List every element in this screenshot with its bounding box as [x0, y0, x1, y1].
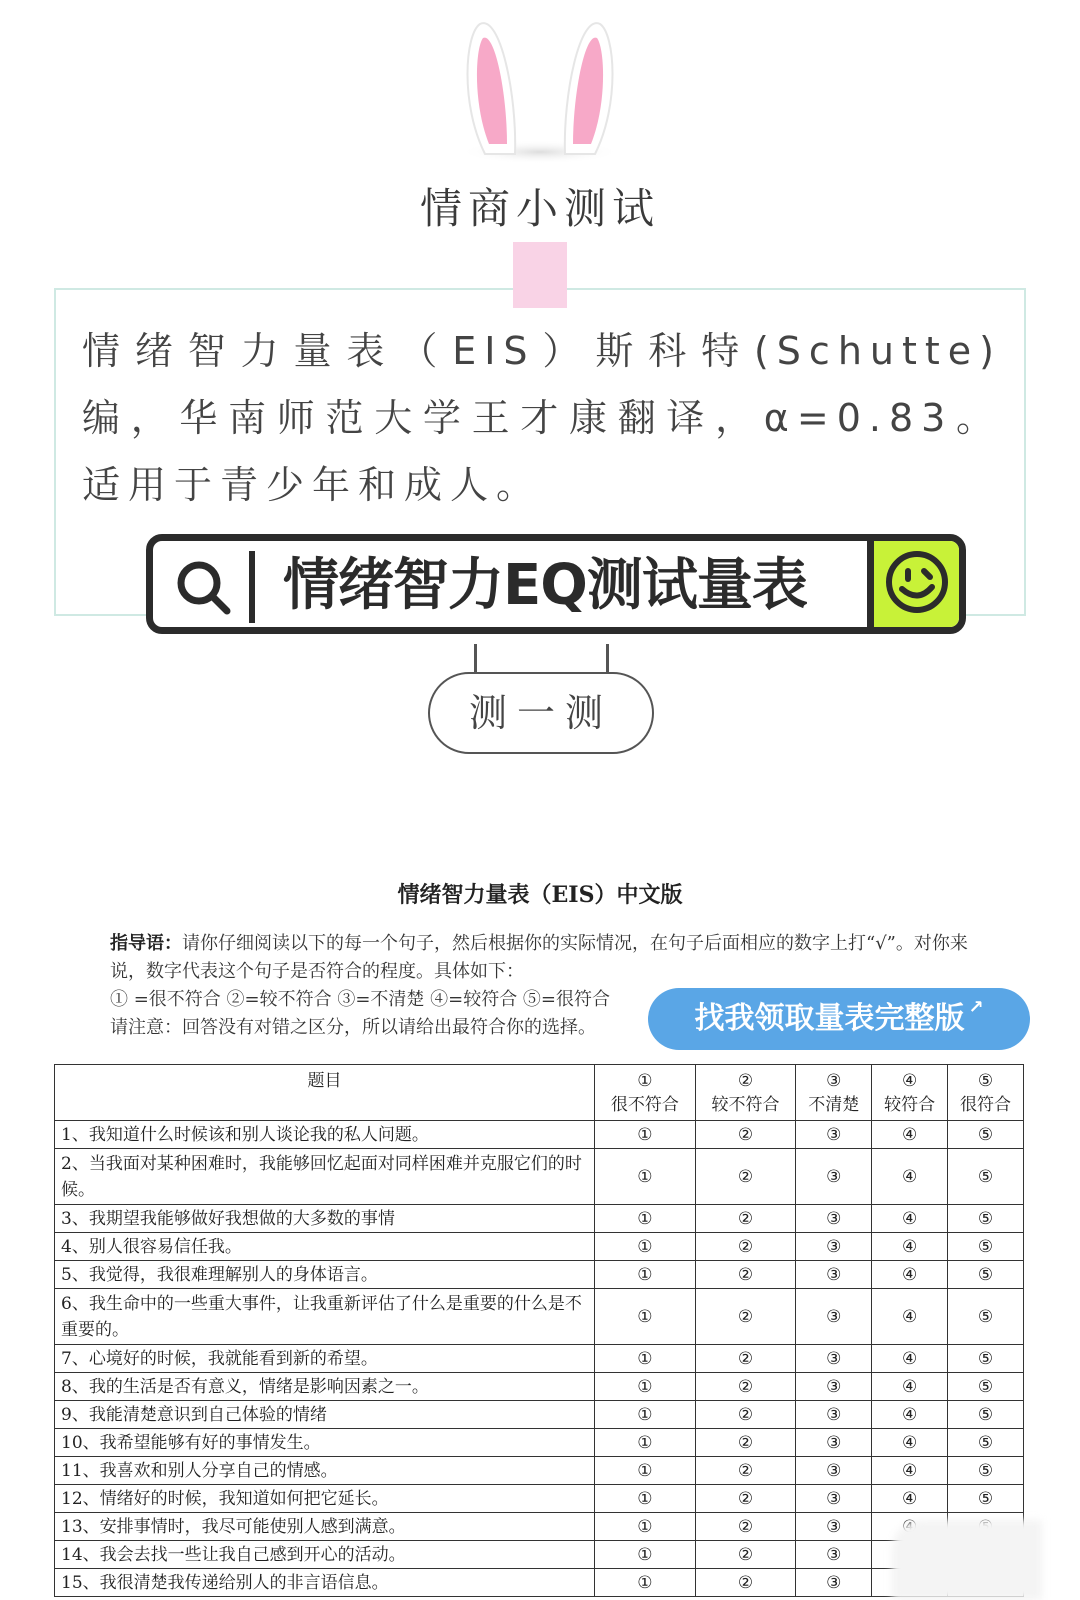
answer-option-2[interactable]: ②	[695, 1457, 796, 1485]
question-cell: 11、我喜欢和别人分享自己的情感。	[55, 1457, 595, 1485]
answer-option-1[interactable]: ①	[595, 1513, 696, 1541]
answer-option-4[interactable]: ④	[872, 1233, 948, 1261]
answer-option-1[interactable]: ①	[595, 1345, 696, 1373]
question-cell: 7、心境好的时候，我就能看到新的希望。	[55, 1345, 595, 1373]
answer-option-1[interactable]: ①	[595, 1485, 696, 1513]
question-cell: 4、别人很容易信任我。	[55, 1233, 595, 1261]
table-row	[55, 1513, 1024, 1541]
question-cell: 1、我知道什么时候该和别人谈论我的私人问题。	[55, 1121, 595, 1149]
answer-option-4[interactable]: ④	[872, 1205, 948, 1233]
answer-option-1[interactable]: ①	[595, 1149, 696, 1205]
answer-option-4[interactable]: ④	[872, 1401, 948, 1429]
answer-option-2[interactable]: ②	[695, 1345, 796, 1373]
answer-option-4[interactable]: ④	[872, 1429, 948, 1457]
table-row	[55, 1121, 1024, 1149]
answer-option-3[interactable]: ③	[796, 1569, 872, 1597]
option-label: 很符合	[960, 1095, 1012, 1115]
table-row	[55, 1569, 1024, 1597]
question-cell: 8、我的生活是否有意义，情绪是影响因素之一。	[55, 1373, 595, 1401]
search-bar[interactable]	[146, 534, 966, 634]
answer-option-2[interactable]: ②	[695, 1541, 796, 1569]
answer-option-2[interactable]: ②	[695, 1513, 796, 1541]
answer-option-5[interactable]: ⑤	[948, 1485, 1024, 1513]
answer-option-3[interactable]: ③	[796, 1485, 872, 1513]
answer-option-3[interactable]: ③	[796, 1541, 872, 1569]
answer-option-4[interactable]: ④	[872, 1485, 948, 1513]
answer-option-2[interactable]: ②	[695, 1289, 796, 1345]
connector-line-right	[606, 644, 609, 674]
answer-option-3[interactable]: ③	[796, 1373, 872, 1401]
option-num: ⑤	[977, 1071, 994, 1091]
option-header	[872, 1065, 948, 1121]
instructions-paragraph	[110, 930, 1000, 986]
smiley-icon	[882, 547, 952, 617]
answer-option-3[interactable]: ③	[796, 1149, 872, 1205]
instructions-text: 请你仔细阅读以下的每一个句子，然后根据你的实际情况，在句子后面相应的数字上打“√”。对你来说，数字代表这个句子是否符合的程度。具体如下：	[110, 933, 968, 982]
answer-option-5[interactable]: ⑤	[948, 1233, 1024, 1261]
answer-option-1[interactable]: ①	[595, 1457, 696, 1485]
answer-option-4[interactable]: ④	[872, 1289, 948, 1345]
answer-option-3[interactable]: ③	[796, 1121, 872, 1149]
answer-option-1[interactable]: ①	[595, 1261, 696, 1289]
answer-option-5[interactable]: ⑤	[948, 1457, 1024, 1485]
table-row	[55, 1485, 1024, 1513]
table-row	[55, 1205, 1024, 1233]
blur-overlay	[892, 1520, 1042, 1600]
option-header	[796, 1065, 872, 1121]
pink-accent-block	[513, 242, 567, 308]
intro-text: 情绪智力量表（EIS）斯科特(Schutte)编，华南师范大学王才康翻译，α=0.83。适用于青少年和成人。	[82, 329, 1002, 507]
table-row	[55, 1429, 1024, 1457]
question-cell: 14、我会去找一些让我自己感到开心的活动。	[55, 1541, 595, 1569]
option-num: ①	[637, 1071, 653, 1091]
question-cell: 3、我期望我能够做好我想做的大多数的事情	[55, 1205, 595, 1233]
answer-option-3[interactable]: ③	[796, 1513, 872, 1541]
bunny-ears-icon	[455, 14, 625, 164]
option-num: ②	[737, 1071, 754, 1091]
search-divider	[249, 551, 255, 623]
answer-option-5[interactable]: ⑤	[948, 1289, 1024, 1345]
table-row	[55, 1541, 1024, 1569]
option-header	[948, 1065, 1024, 1121]
table-row	[55, 1289, 1024, 1345]
answer-option-5[interactable]: ⑤	[948, 1261, 1024, 1289]
option-header	[695, 1065, 796, 1121]
answer-option-2[interactable]: ②	[695, 1485, 796, 1513]
question-cell: 6、我生命中的一些重大事件，让我重新评估了什么是重要的什么是不重要的。	[55, 1289, 595, 1345]
answer-option-3[interactable]: ③	[796, 1261, 872, 1289]
question-cell: 15、我很清楚我传递给别人的非言语信息。	[55, 1569, 595, 1597]
answer-option-5[interactable]: ⑤	[948, 1121, 1024, 1149]
answer-option-4[interactable]: ④	[872, 1149, 948, 1205]
table-row	[55, 1233, 1024, 1261]
scale-table	[54, 1064, 1024, 1597]
answer-option-5[interactable]: ⑤	[948, 1373, 1024, 1401]
answer-option-4[interactable]: ④	[872, 1373, 948, 1401]
answer-option-2[interactable]: ②	[695, 1121, 796, 1149]
answer-option-2[interactable]: ②	[695, 1233, 796, 1261]
document-title: 情绪智力量表（EIS）中文版	[397, 882, 683, 908]
table-row	[55, 1457, 1024, 1485]
table-row	[55, 1261, 1024, 1289]
get-full-scale-button[interactable]	[648, 988, 1030, 1050]
answer-option-3[interactable]: ③	[796, 1205, 872, 1233]
answer-option-4[interactable]: ④	[872, 1345, 948, 1373]
table-row	[55, 1373, 1024, 1401]
option-label: 不清楚	[808, 1095, 860, 1115]
answer-option-1[interactable]: ①	[595, 1429, 696, 1457]
answer-option-2[interactable]: ②	[695, 1429, 796, 1457]
instructions-note: 请注意：回答没有对错之区分，所以请给出最符合你的选择。	[110, 1017, 596, 1038]
table-header-row	[55, 1065, 1024, 1121]
table-row	[55, 1345, 1024, 1373]
answer-option-2[interactable]: ②	[695, 1373, 796, 1401]
answer-option-1[interactable]: ①	[595, 1121, 696, 1149]
answer-option-3[interactable]: ③	[796, 1401, 872, 1429]
smile-button[interactable]	[867, 541, 959, 627]
question-cell: 10、我希望能够有好的事情发生。	[55, 1429, 595, 1457]
question-header: 题目	[55, 1065, 595, 1121]
answer-option-3[interactable]: ③	[796, 1457, 872, 1485]
answer-option-2[interactable]: ②	[695, 1261, 796, 1289]
answer-option-4[interactable]: ④	[872, 1121, 948, 1149]
option-label: 较不符合	[711, 1095, 780, 1115]
scale-legend: ① =很不符合 ②=较不符合 ③=不清楚 ④=较符合 ⑤=很符合	[110, 989, 611, 1010]
option-label: 较符合	[884, 1095, 936, 1115]
answer-option-2[interactable]: ②	[695, 1569, 796, 1597]
answer-option-4[interactable]: ④	[872, 1261, 948, 1289]
question-cell: 2、当我面对某种困难时，我能够回忆起面对同样困难并克服它们的时候。	[55, 1149, 595, 1205]
instructions-label: 指导语：	[110, 933, 182, 954]
answer-option-5[interactable]: ⑤	[948, 1401, 1024, 1429]
answer-option-1[interactable]: ①	[595, 1233, 696, 1261]
answer-option-5[interactable]: ⑤	[948, 1205, 1024, 1233]
page-title: 情商小测试	[419, 184, 660, 233]
question-cell: 13、安排事情时，我尽可能使别人感到满意。	[55, 1513, 595, 1541]
answer-option-4[interactable]: ④	[872, 1457, 948, 1485]
answer-option-1[interactable]: ①	[595, 1541, 696, 1569]
answer-option-3[interactable]: ③	[796, 1345, 872, 1373]
question-cell: 9、我能清楚意识到自己体验的情绪	[55, 1401, 595, 1429]
answer-option-2[interactable]: ②	[695, 1401, 796, 1429]
answer-option-3[interactable]: ③	[796, 1233, 872, 1261]
answer-option-2[interactable]: ②	[695, 1149, 796, 1205]
answer-option-3[interactable]: ③	[796, 1289, 872, 1345]
table-row	[55, 1401, 1024, 1429]
answer-option-3[interactable]: ③	[796, 1429, 872, 1457]
external-arrow-icon: ↗	[968, 997, 984, 1018]
cta-label: 找我领取量表完整版	[694, 1001, 965, 1036]
test-button[interactable]: 测一测	[428, 672, 654, 754]
answer-option-1[interactable]: ①	[595, 1401, 696, 1429]
answer-option-2[interactable]: ②	[695, 1205, 796, 1233]
option-num: ④	[902, 1071, 918, 1091]
connector-line-left	[474, 644, 477, 674]
answer-option-1[interactable]: ①	[595, 1205, 696, 1233]
option-num: ③	[826, 1071, 842, 1091]
search-icon	[175, 559, 233, 617]
option-header	[595, 1065, 696, 1121]
answer-option-5[interactable]: ⑤	[948, 1149, 1024, 1205]
option-label: 很不符合	[610, 1095, 679, 1115]
question-cell: 5、我觉得，我很难理解别人的身体语言。	[55, 1261, 595, 1289]
answer-option-5[interactable]: ⑤	[948, 1429, 1024, 1457]
answer-option-1[interactable]: ①	[595, 1289, 696, 1345]
answer-option-5[interactable]: ⑤	[948, 1345, 1024, 1373]
answer-option-1[interactable]: ①	[595, 1373, 696, 1401]
search-query[interactable]: 情绪智力EQ测试量表	[283, 553, 807, 618]
table-row	[55, 1149, 1024, 1205]
question-cell: 12、情绪好的时候，我知道如何把它延长。	[55, 1485, 595, 1513]
answer-option-1[interactable]: ①	[595, 1569, 696, 1597]
